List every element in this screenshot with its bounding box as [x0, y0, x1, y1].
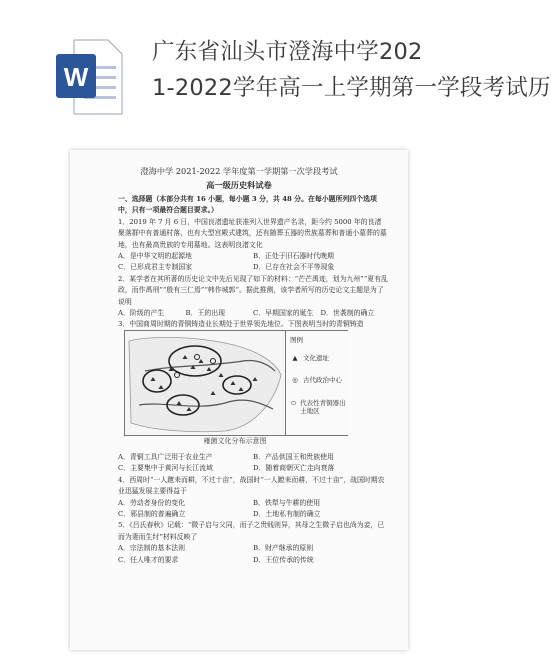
question-3-option-c: C．主要集中于黄河与长江流域 [118, 464, 213, 473]
legend-item-bronze [290, 399, 346, 415]
question-3-option-d: D．随着商朝灭亡走向衰落 [253, 464, 335, 473]
question-4-option-c: C．邪县制的普遍确立 [118, 510, 186, 519]
question-5-option-b: B．财产继承的原则 [253, 544, 314, 553]
map-caption: 雍菌文化分布示意图 [203, 437, 267, 445]
question-4-text: 4．西周时“一人蹠耒而耕，不过十亩”，战国时“一人蹠耒而耕，不过十亩”，战国时期农业迅猛发展主要得益于 [118, 475, 385, 496]
question-2-option-c: C．早期国家的诞生 [253, 309, 314, 318]
question-2-options [118, 308, 388, 319]
question-3-options-row-2 [118, 463, 388, 474]
legend-label-capital: 古代政治中心 [303, 376, 342, 384]
legend-label-bronze: 代表性青铜器出土地区 [300, 399, 346, 415]
question-4-option-b: B．铁犁与牛耕的使用 [253, 498, 321, 507]
question-5-options-row-2 [118, 555, 388, 566]
exam-paper-preview [70, 150, 408, 650]
question-5-option-c: C．任人唯才的要求 [118, 555, 179, 564]
question-2-option-b: B．王的出现 [185, 309, 226, 318]
legend-label-site: 文化遗址 [303, 354, 329, 362]
legend-item-capital [290, 375, 342, 384]
question-1-option-c: C．已形成君主专制国家 [118, 263, 193, 272]
document-title [152, 34, 551, 106]
question-2-text: 2．某学者在其所著的历史论文中先后见现了如下的材料：“芒芒禹迹，划为九州”“夏有乱政，而作禹刑”“殷有三仁焉”“帏作城郭”。据此推测，该学者所写的历史论文主题是为了说明 [118, 274, 388, 306]
question-5-option-a: A．宗法制的基本法则 [118, 544, 185, 553]
question-block-1 [118, 194, 388, 331]
title-line-1: 广东省汕头市澄海中学202 [152, 39, 423, 65]
culture-distribution-map [124, 330, 348, 436]
triangle-icon: ▲ [292, 353, 298, 362]
exam-header: 澄海中学 2021-2022 学年度第一学期第一次学段考试 [140, 166, 338, 176]
question-3-option-a: A．青铜工具广泛用于农业生产 [118, 453, 213, 461]
banner [0, 0, 551, 150]
question-1-option-a: A．是中华文明的起源地 [118, 252, 192, 261]
oval-icon: ⬭ [290, 399, 297, 407]
word-document-icon [56, 40, 122, 114]
legend-title: 图例 [290, 336, 303, 344]
question-5-options-row-1 [118, 543, 388, 554]
question-block-2 [118, 452, 388, 566]
question-2-option-d: D．世袭制的确立 [320, 309, 375, 318]
question-1-options-row-2 [118, 262, 388, 273]
svg-text:W: W [63, 62, 89, 92]
legend-item-site [290, 353, 329, 362]
map-legend [285, 331, 348, 435]
question-5-text: 5．《吕氏春秋》记载：“微子启与父同，而子之贵贱则异，其母之生微子启也尚为妾，已而为妻而生纣”材料反映了 [118, 521, 385, 541]
question-1-options-row-1 [118, 251, 388, 262]
question-4-option-a: A．劳动者身份的变化 [118, 498, 185, 507]
section-title: 一、选择题（本部分共有 16 小题，每小题 3 分，共 48 分。在每小题所列四个选项中，只有一项最符合题目要求。） [118, 195, 377, 215]
question-2-option-a: A．阶级的产生 [118, 309, 165, 318]
question-5-option-d: D．王位传承的传统 [253, 555, 314, 564]
question-1-option-d: D．已存在社会不平等现象 [253, 263, 335, 272]
question-4-options-row-2 [118, 509, 388, 520]
question-4-options-row-1 [118, 498, 388, 509]
question-1-option-b: B．正处于旧石器时代晚期 [253, 252, 334, 261]
question-1-text: 1．2019 年 7 月 6 日，中国良渚遗址获准列入世界遗产名录，距今约 5000 年的良渚聚落群中有普通村落、也有大型宫殿式建筑，还有随葬玉器的贵族墓葬和普通小墓葬的墓地，也有最高贵族的专用墓地。这表明良渚文化 [118, 217, 387, 249]
circle-icon: ◎ [292, 375, 298, 384]
question-4-option-d: D．土地私有制的确立 [253, 510, 321, 519]
question-3-option-b: B．产品供国王和贵族使用 [253, 453, 334, 461]
question-3-options-row-1 [118, 452, 388, 463]
map-drawing [125, 331, 285, 435]
question-3-text: 3．中国商周时期的青铜铸造业长期处于世界领先地位。下图表明当时的青铜铸造 [118, 320, 364, 329]
exam-subheader: 高一级历史科试卷 [206, 180, 272, 190]
title-line-2: 1-2022学年高一上学期第一学段考试历 [152, 75, 551, 101]
